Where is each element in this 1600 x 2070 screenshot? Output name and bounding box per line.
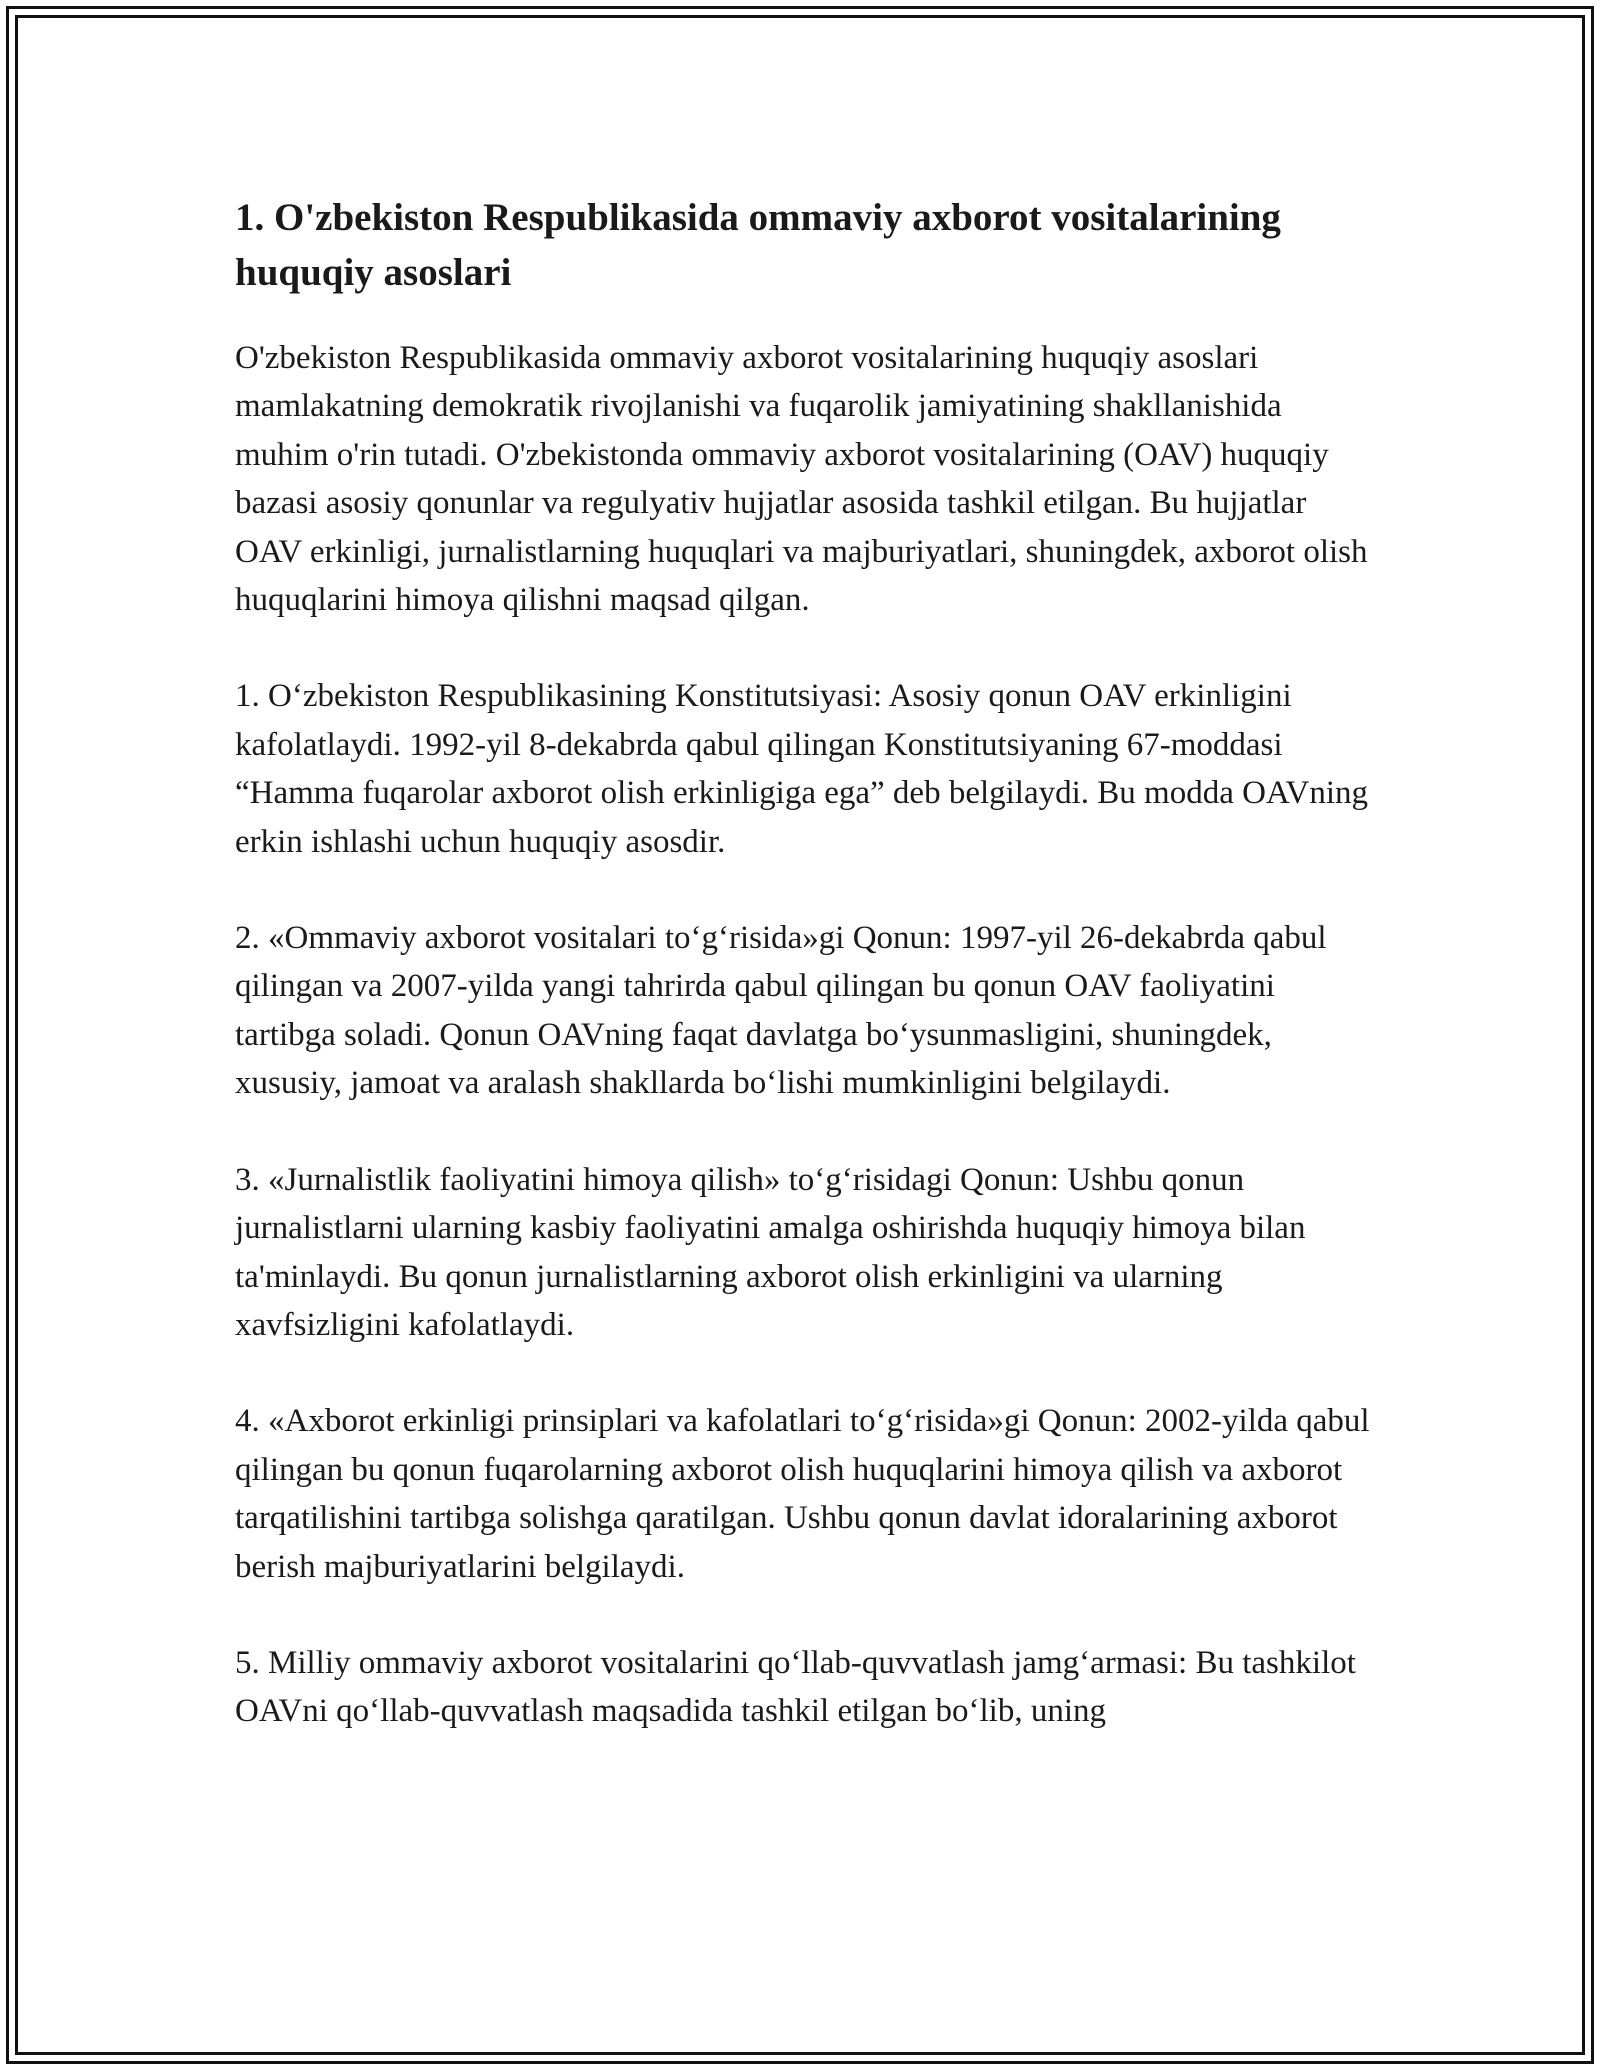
- list-item-media-support-fund: 5. Milliy ommaviy axborot vositalarini qo‘llab-quvvatlash jamg‘armasi: Bu tashkilot OAVni qo‘llab-quvvatlash maqsadida tashkil etilgan bo‘lib, uning: [235, 1644, 1356, 1730]
- list-item-constitution: 1. O‘zbekiston Respublikasining Konstitutsiyasi: Asosiy qonun OAV erkinligini kafolatlaydi. 1992-yil 8-dekabrda qabul qilingan Konstitutsiyaning 67-moddasi “Hamma fuqarolar axborot olish erkinligiga ega” deb belgilaydi. Bu modda OAVning erkin ishlashi uchun huquqiy asosdir.: [235, 678, 1369, 860]
- list-item-media-law: 2. «Ommaviy axborot vositalari to‘g‘risida»gi Qonun: 1997-yil 26-dekabrda qabul qilingan va 2007-yilda yangi tahrirda qabul qilingan bu qonun OAV faoliyatini tartibga soladi. Qonun OAVning faqat davlatga bo‘ysunmasligini, shuningdek, xususiy, jamoat va aralash shakllarda bo‘lishi mumkinligini belgilaydi.: [235, 920, 1327, 1102]
- list-item-information-freedom-law: 4. «Axborot erkinligi prinsiplari va kafolatlari to‘g‘risida»gi Qonun: 2002-yilda qabul qilingan bu qonun fuqarolarning axborot olish huquqlarini himoya qilish va axborot tarqatilishini tartibga solishga qaratilgan. Ushbu qonun davlat idoralarining axborot berish majburiyatlarini belgilaydi.: [235, 1403, 1370, 1585]
- document-body: [235, 190, 1375, 1784]
- section-heading: 1. O'zbekiston Respublikasida ommaviy axborot vositalarining huquqiy asoslari: [235, 196, 1281, 294]
- intro-paragraph: O'zbekiston Respublikasida ommaviy axborot vositalarining huquqiy asoslari mamlakatning demokratik rivojlanishi va fuqarolik jamiyatining shakllanishida muhim o'rin tutadi. O'zbekistonda ommaviy axborot vositalarining (OAV) huquqiy bazasi asosiy qonunlar va regulyativ hujjatlar asosida tashkil etilgan. Bu hujjatlar OAV erkinligi, jurnalistlarning huquqlari va majburiyatlari, shuningdek, axborot olish huquqlarini himoya qilishni maqsad qilgan.: [235, 340, 1368, 619]
- list-item-journalist-protection-law: 3. «Jurnalistlik faoliyatini himoya qilish» to‘g‘risidagi Qonun: Ushbu qonun jurnalistlarni ularning kasbiy faoliyatini amalga oshirishda huquqiy himoya bilan ta'minlaydi. Bu qonun jurnalistlarning axborot olish erkinligini va ularning xavfsizligini kafolatlaydi.: [235, 1161, 1306, 1343]
